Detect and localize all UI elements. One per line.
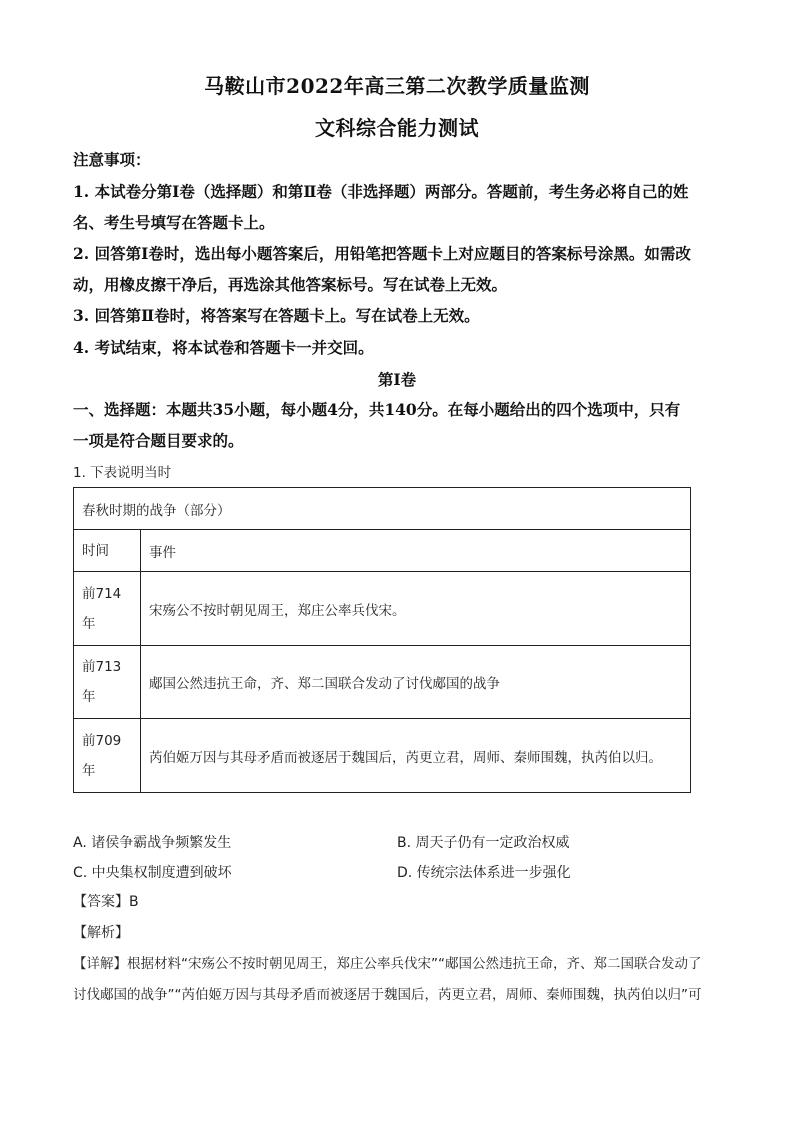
table-caption-row [74, 488, 691, 530]
detail-line: 【详解】根据材料“宋殇公不按时朝见周王，郑庄公率兵伐宋”“郕国公然违抗王命，齐、郑二国联合发动了 [73, 956, 702, 972]
notice-line: 3. 回答第Ⅱ卷时，将答案写在答题卡上。写在试卷上无效。 [73, 306, 480, 325]
event-cell: 宋殇公不按时朝见周王，郑庄公率兵伐宋。 [141, 572, 691, 646]
notice-line: 1. 本试卷分第Ⅰ卷（选择题）和第Ⅱ卷（非选择题）两部分。答题前，考生务必将自己的姓 [73, 182, 689, 201]
year-cell: 前709 年 [74, 719, 141, 793]
table-row [74, 572, 691, 646]
notice-heading: 注意事项： [73, 150, 151, 169]
answer-line: 【答案】B [73, 894, 139, 910]
year-cell: 前713 年 [74, 646, 141, 719]
option-d: D. 传统宗法体系进一步强化 [397, 865, 571, 881]
notice-line: 动，用橡皮擦干净后，再选涂其他答案标号。写在试卷上无效。 [73, 275, 508, 294]
notice-line: 2. 回答第Ⅰ卷时，选出每小题答案后，用铅笔把答题卡上对应题目的答案标号涂黑。如需改 [73, 244, 691, 263]
header-time: 时间 [74, 530, 141, 572]
section-instructions: 一、选择题：本题共35小题，每小题4分，共140分。在每小题给出的四个选项中，只有 [73, 400, 681, 419]
table-row [74, 719, 691, 793]
events-table [73, 487, 691, 793]
question-stem: 1. 下表说明当时 [73, 465, 172, 481]
table-header-row [74, 530, 691, 572]
table-caption: 春秋时期的战争（部分） [74, 488, 691, 530]
section-instructions: 一项是符合题目要求的。 [73, 431, 244, 450]
year-cell: 前714 年 [74, 572, 141, 646]
page-title: 马鞍山市2022年高三第二次教学质量监测 [204, 74, 590, 98]
section-title: 第Ⅰ卷 [377, 370, 417, 389]
notice-line: 名、考生号填写在答题卡上。 [73, 213, 275, 232]
header-event: 事件 [141, 530, 691, 572]
option-a: A. 诸侯争霸战争频繁发生 [73, 835, 232, 851]
event-cell: 芮伯姬万因与其母矛盾而被逐居于魏国后，芮更立君，周师、秦师围魏，执芮伯以归。 [141, 719, 691, 793]
notice-line: 4. 考试结束，将本试卷和答题卡一并交回。 [73, 338, 374, 357]
option-c: C. 中央集权制度遭到破坏 [73, 865, 232, 881]
page-subtitle: 文科综合能力测试 [315, 116, 479, 140]
event-cell: 郕国公然违抗王命，齐、郑二国联合发动了讨伐郕国的战争 [141, 646, 691, 719]
detail-line: 讨伐郕国的战争”“芮伯姬万因与其母矛盾而被逐居于魏国后，芮更立君，周师、秦师围魏，执芮伯以归”可 [73, 987, 702, 1003]
option-b: B. 周天子仍有一定政治权威 [397, 835, 570, 851]
analysis-label: 【解析】 [73, 925, 129, 941]
table-row [74, 646, 691, 719]
